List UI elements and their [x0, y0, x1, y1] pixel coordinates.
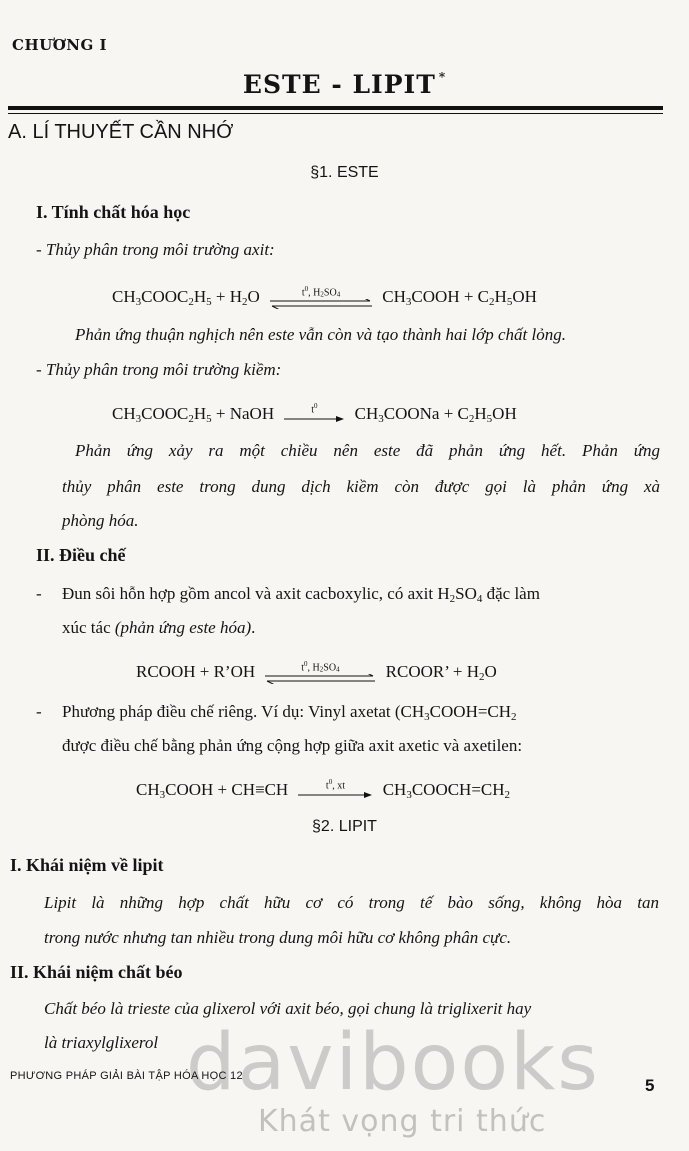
note-one-way-line2: thủy phân este trong dung dịch kiềm còn được gọi là phản ứng xà [62, 477, 660, 496]
forward-arrow-2-icon [298, 791, 372, 801]
watermark-slogan: Khát vọng tri thức [258, 1104, 547, 1139]
forward-arrow-icon [284, 415, 344, 425]
note-reversible: Phản ứng thuận nghịch nên este vẫn còn và tạo thành hai lớp chất lỏng. [75, 325, 566, 344]
bullet-acid-hydrolysis: - Thủy phân trong môi trường axit: [36, 240, 275, 259]
title-rule-thin [8, 113, 663, 114]
prep-line-3b: COOH=CH [429, 702, 512, 721]
page-number: 5 [645, 1076, 655, 1095]
prep-dash-1: - [36, 584, 42, 603]
prep-line-3a: Phương pháp điều chế riêng. Ví dụ: Vinyl axetat (CH [62, 702, 425, 721]
equilibrium-arrow-2 [265, 659, 375, 687]
fat-definition-line1: Chất béo là trieste của glixerol với axit béo, gọi chung là triglixerit hay [44, 999, 532, 1018]
footnote-mark: * [438, 70, 447, 84]
equation-4-right: $CH_3COOCH=CH_2$ [382, 779, 511, 801]
prep-line-1b: đặc làm [482, 584, 540, 603]
equilibrium-arrow [270, 284, 372, 312]
equation-2-right: $CH_3COONa + C_2H_5OH$ [354, 403, 517, 425]
equation-base-hydrolysis [112, 401, 517, 428]
prep-dash-2: - [36, 702, 42, 721]
fat-definition-line2: là triaxylglixerol [44, 1033, 159, 1052]
note-one-way-line3: phòng hóa. [62, 511, 139, 530]
prep-line-3: Phương pháp điều chế riêng. Ví dụ: Vinyl axetat ($CH_3COOH=CH_2$ [62, 702, 517, 723]
equation-4-left: $CH_3COOH + CH\equiv CH$ [136, 779, 289, 801]
forward-arrow-2 [298, 777, 372, 804]
equation-1-right: $CH_3COOH + C_2H_5OH$ [382, 287, 537, 309]
equation-2-left: $CH_3COOC_2H_5$ + NaOH [112, 403, 275, 425]
equation-4-condition: $t^0$, xt [325, 778, 345, 792]
page-title [0, 70, 689, 99]
prep-line-2a: xúc tác [62, 618, 115, 637]
prep-line-2 [62, 618, 255, 638]
equilibrium-arrow-2-icon [265, 674, 375, 684]
prep-line-1a: Đun sôi hỗn hợp gồm ancol và axit cacboxylic, có axit H [62, 584, 450, 603]
chapter-label: CHƯƠNG I [12, 36, 108, 54]
equation-1-left: $CH_3COOC_2H_5 + H_2O$ [112, 287, 260, 309]
heading-preparation: II. Điều chế [36, 545, 126, 565]
equation-1-condition: $t^0$, $H_2SO_4$ [301, 285, 341, 299]
bullet-base-hydrolysis: - Thủy phân trong môi trường kiềm: [36, 360, 282, 379]
lipid-definition-line1: Lipit là những hợp chất hữu cơ có trong tế bào sống, không hòa tan [44, 893, 659, 912]
equation-3-left: RCOOH + R’OH [136, 662, 256, 682]
section-2-title: §2. LIPIT [312, 818, 377, 835]
heading-fat-concept: II. Khái niệm chất béo [10, 962, 183, 982]
section-1-title: §1. ESTE [310, 164, 379, 181]
equation-esterification [136, 659, 497, 687]
forward-arrow [284, 401, 344, 428]
equation-3-condition: $t^0$, $H_2SO_4$ [301, 660, 340, 674]
title-text: ESTE - LIPIT [242, 70, 436, 99]
prep-line-2c: . [251, 618, 256, 637]
prep-line-2b: (phản ứng este hóa) [114, 618, 252, 637]
equation-acid-hydrolysis [112, 284, 537, 312]
prep-line-1: Đun sôi hỗn hợp gồm ancol và axit cacboxylic, có axit $H_2SO_4$ đặc làm [62, 584, 540, 605]
equation-2-condition: $t^0$ [311, 402, 318, 416]
lipid-definition-line2: trong nước nhưng tan nhiều trong dung môi hữu cơ không phân cực. [44, 928, 512, 947]
watermark-brand: davibooks [186, 1018, 600, 1108]
note-one-way-line1: Phản ứng xảy ra một chiều nên este đã phản ứng hết. Phản ứng [75, 441, 660, 460]
title-rule-thick [8, 106, 663, 110]
footer-book-title: PHƯƠNG PHÁP GIẢI BÀI TẬP HÓA HỌC 12 [10, 1070, 243, 1082]
heading-lipid-concept: I. Khái niệm về lipit [10, 855, 164, 875]
equation-3-right: RCOOR’ + $H_2O$ [385, 662, 497, 684]
equation-vinyl-acetate [136, 777, 510, 804]
section-a-heading: A. LÍ THUYẾT CẦN NHỚ [8, 121, 234, 143]
equilibrium-arrow-icon [270, 299, 372, 309]
prep-line-4: được điều chế bằng phản ứng cộng hợp giữa axit axetic và axetilen: [62, 736, 523, 755]
heading-chemical-properties: I. Tính chất hóa học [36, 202, 191, 222]
